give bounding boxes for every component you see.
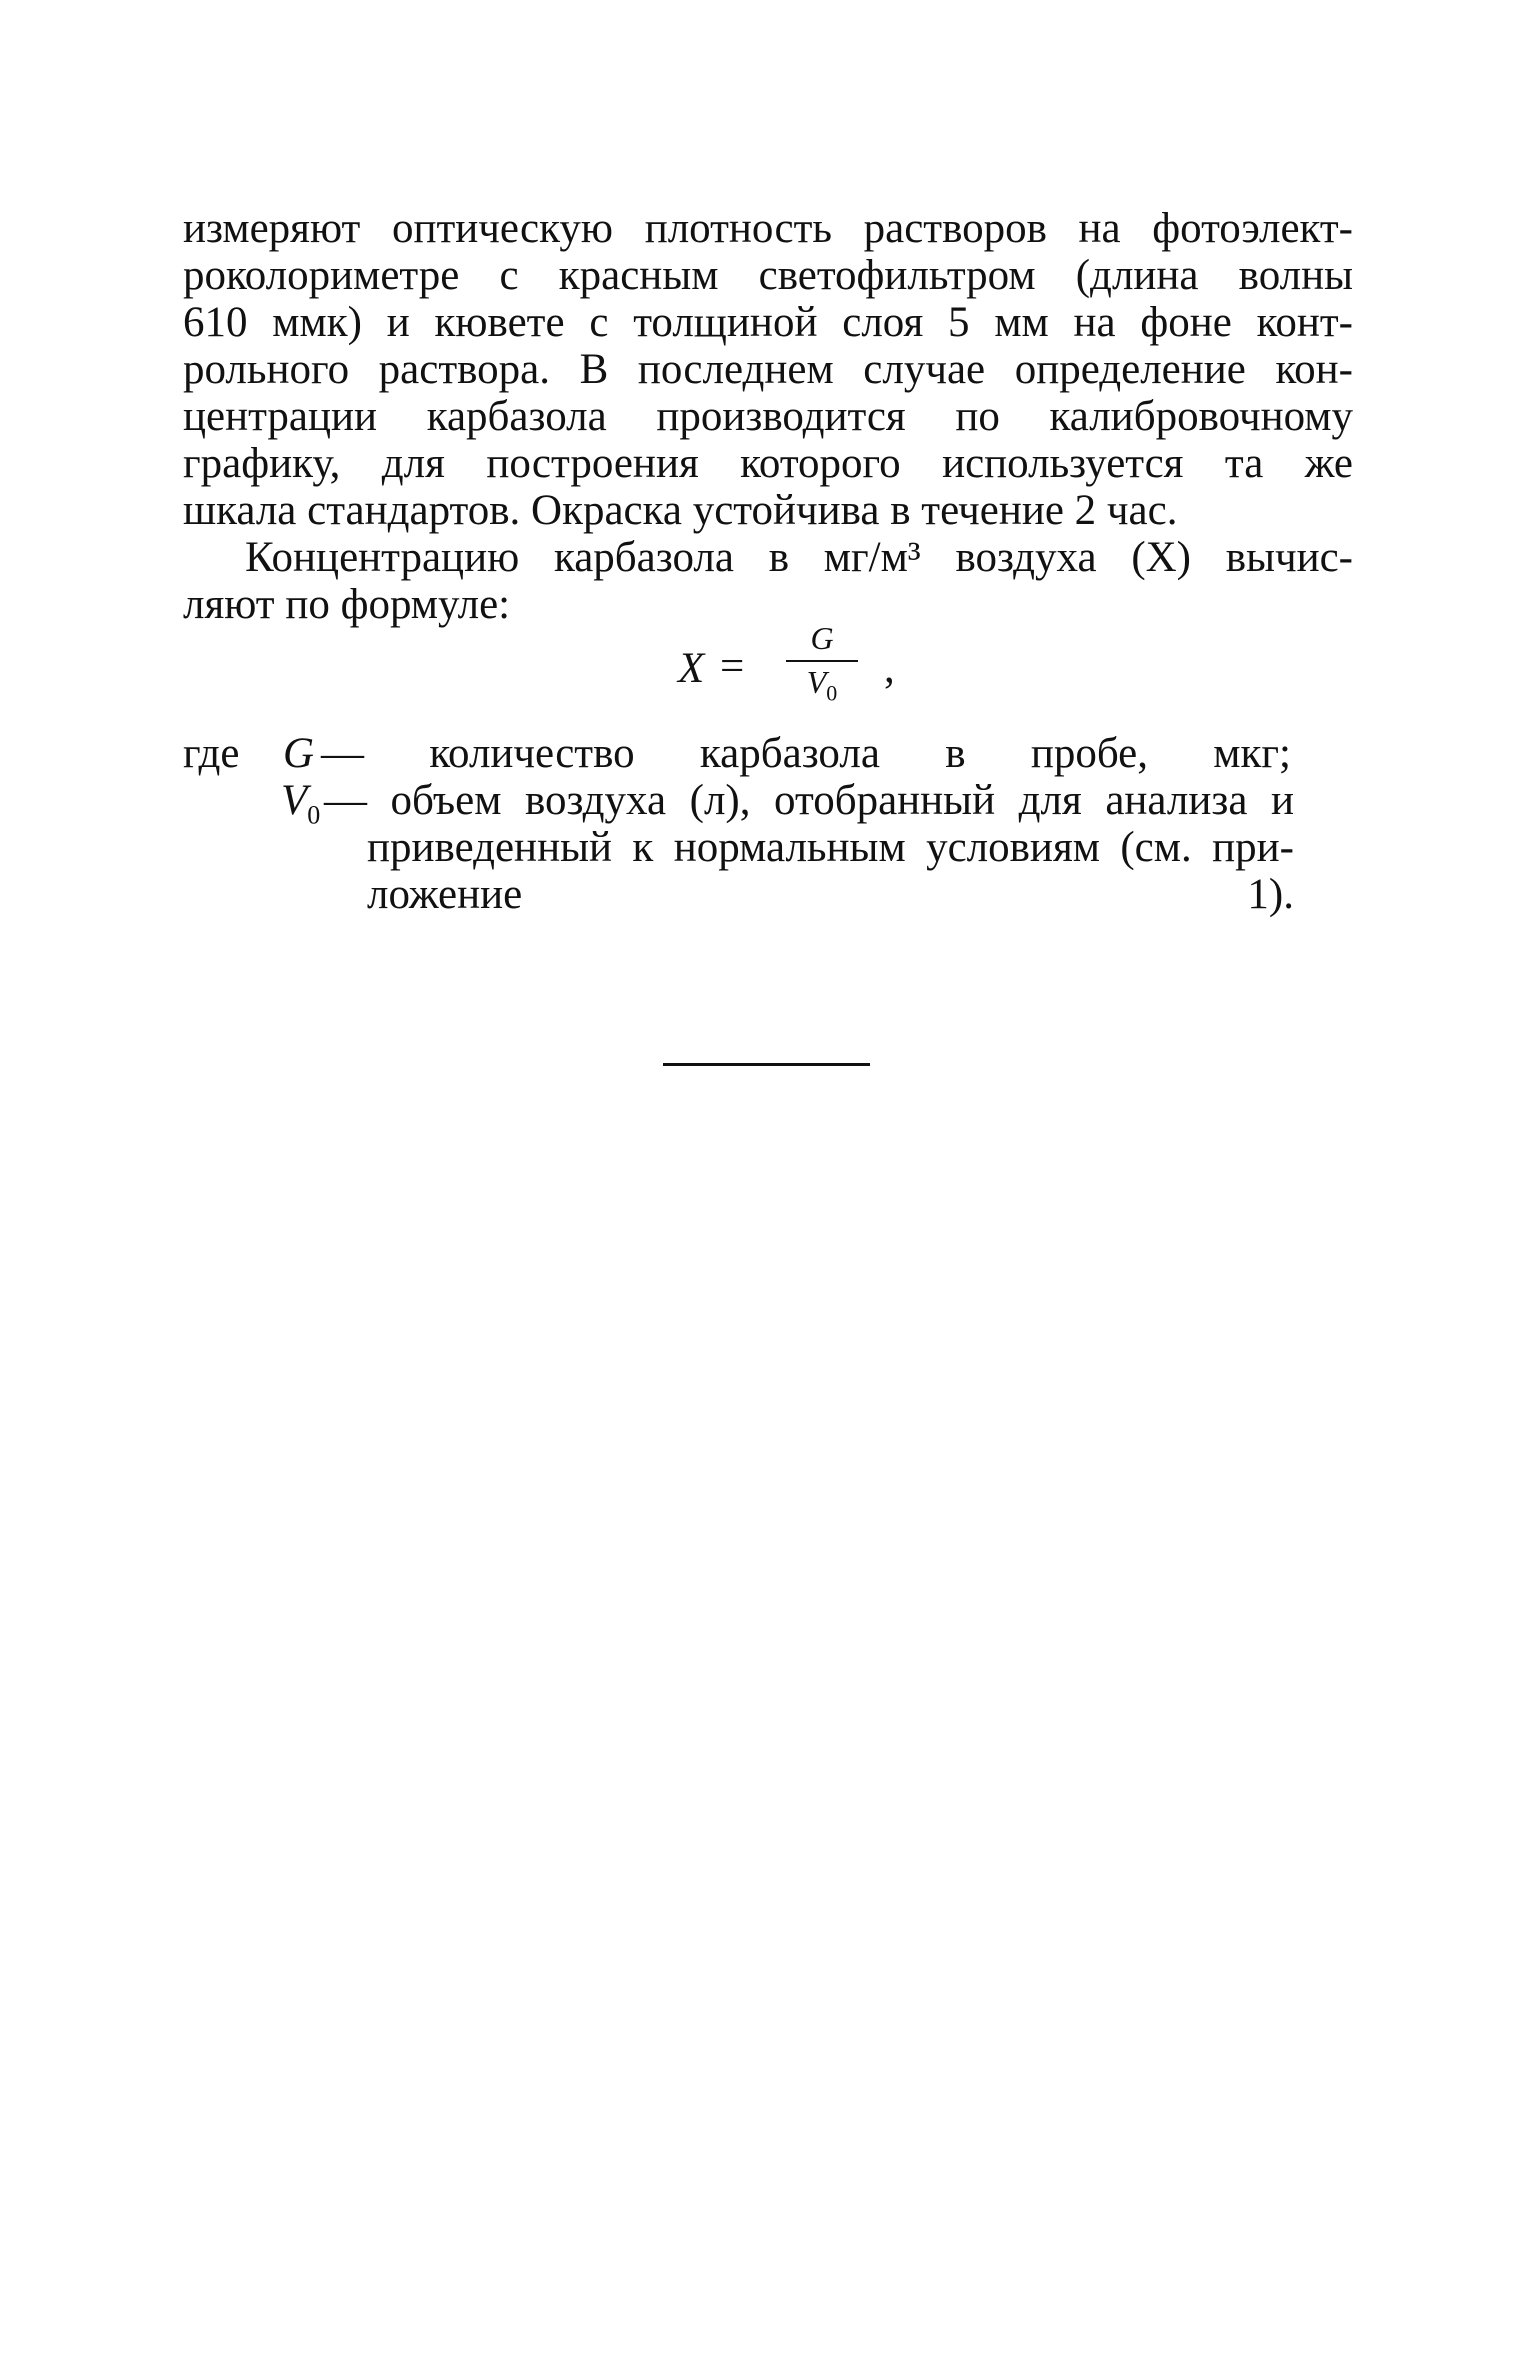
section-end-rule xyxy=(663,1063,870,1066)
formula-lhs: X xyxy=(678,645,705,692)
text-line: — объем воздуха (л), отобранный для анализа и xyxy=(324,777,1294,824)
definition-text xyxy=(324,777,1294,918)
text-line: ляют по формуле: xyxy=(183,581,511,628)
definition-symbol: G xyxy=(283,730,315,777)
text-line: роколориметре с красным светофильтром (длина волны xyxy=(183,252,1353,299)
text-line: приведенный к нормальным условиям (см. при- xyxy=(367,824,1294,871)
formula-equals: = xyxy=(720,643,745,690)
text-line: центрации карбазола производится по калибровочному xyxy=(183,393,1353,440)
text-line: графику, для построения которого используется та же xyxy=(183,440,1353,487)
definition-row xyxy=(183,730,1353,777)
text-line: рольного раствора. В последнем случае определение кон- xyxy=(183,346,1353,393)
text-line: 610 ммк) и кювете с толщиной слоя 5 мм на фоне конт- xyxy=(183,299,1353,346)
definitions xyxy=(183,730,1353,918)
body-text xyxy=(183,205,1353,628)
where-label: где xyxy=(183,730,240,777)
text-line: измеряют оптическую плотность растворов на фотоэлект- xyxy=(183,205,1353,252)
text-line: Концентрацию карбазола в мг/м³ воздуха (X) вычис- xyxy=(245,534,1353,581)
formula xyxy=(0,620,1535,720)
definition-symbol: $V_0$ xyxy=(281,777,321,830)
definition-row xyxy=(183,777,1353,918)
formula-comma: , xyxy=(884,645,895,692)
formula-numerator: G xyxy=(810,620,834,656)
text-line: шкала стандартов. Окраска устойчива в течение 2 час. xyxy=(183,487,1178,534)
definition-text xyxy=(321,730,1291,777)
formula-fraction xyxy=(782,620,862,711)
fraction-bar xyxy=(786,660,858,662)
paragraph-2 xyxy=(183,534,1353,628)
paragraph-1 xyxy=(183,205,1353,534)
text-line: — количество карбазола в пробе, мкг; xyxy=(321,730,1291,777)
text-line: ложение 1). xyxy=(367,871,1294,918)
formula-denominator: $V_0$ xyxy=(806,664,838,706)
